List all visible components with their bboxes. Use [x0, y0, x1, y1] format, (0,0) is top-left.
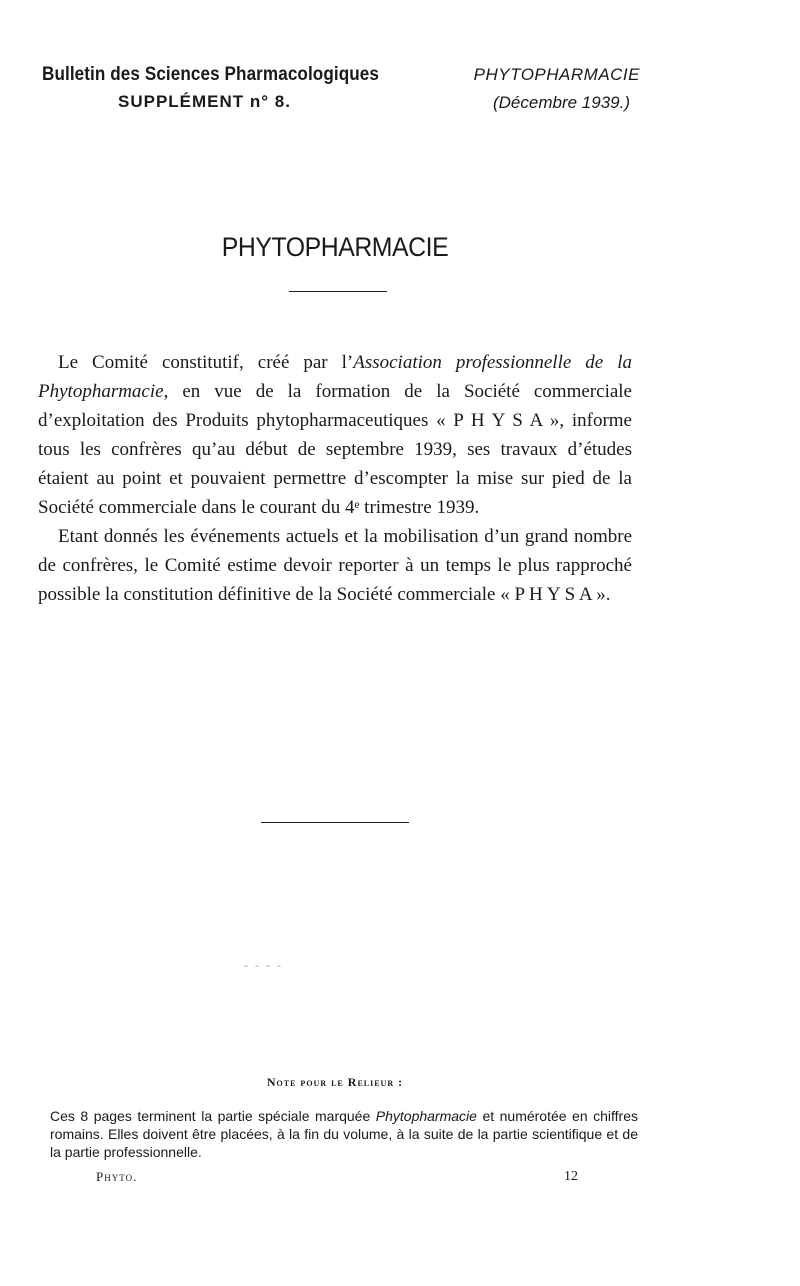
main-text	[38, 348, 632, 609]
binder-note-rest: et numérotée en chiffres romains. Elles doivent être placées, à la fin du volume, à la suite de la partie scientifique et de la partie professionnelle.	[50, 1108, 639, 1160]
journal-title: Bulletin des Sciences Pharmacologiques	[42, 64, 379, 85]
binder-note-italic: Phytopharmacie	[375, 1108, 477, 1124]
paragraph-1-start: Le Comité constitutif, créé par l’	[58, 352, 354, 373]
footer-signature: Phyto.	[96, 1169, 138, 1184]
paragraph-1-rest: , en vue de la formation de la Société commerciale d’exploitation des Produits phytopharmaceutiques « P H Y S A », informe tous les confrères qu’au début de septembre 1939, ses travaux d’études étaient au point et pouvaient permettre d’escompter la mise sur pied de la Société commerciale dans le courant du 4ᵉ trimestre 1939.	[38, 381, 632, 518]
faint-dashes: - - - -	[244, 958, 283, 972]
supplement-number: SUPPLÉMENT n° 8.	[118, 92, 291, 111]
association-name: Association professionnelle de la Phytopharmacie	[38, 352, 632, 402]
paragraph-2: Etant donnés les événements actuels et la mobilisation d’un grand nombre de confrères, le Comité estime devoir reporter à un temps le plus rapproché possible la constitution définitive de la Société commerciale « P H Y S A ».	[38, 526, 632, 605]
binder-note-text	[50, 1107, 638, 1161]
page-number: 12	[564, 1169, 578, 1184]
binder-note-start: Ces 8 pages terminent la partie spéciale marquée	[50, 1108, 376, 1124]
section-name: PHYTOPHARMACIE	[473, 65, 640, 84]
paragraph-1	[38, 348, 632, 522]
title-divider	[289, 291, 387, 292]
page-title: PHYTOPHARMACIE	[221, 232, 449, 262]
section-divider	[261, 822, 409, 823]
issue-date: (Décembre 1939.)	[492, 93, 630, 112]
binder-note-title: Note pour le Relieur :	[266, 1075, 404, 1089]
